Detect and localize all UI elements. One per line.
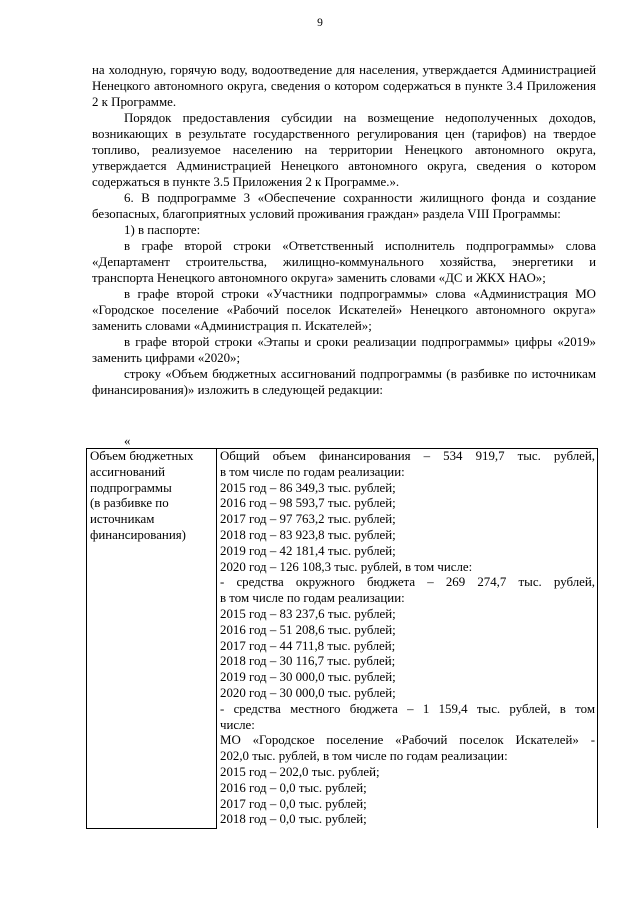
table-row [87, 449, 598, 829]
row-title-line: финансирования) [90, 527, 186, 542]
funding-line: - средства местного бюджета – 1 159,4 тыс. рублей, в том [220, 701, 595, 716]
funding-line: 2019 год – 42 181,4 тыс. рублей; [220, 543, 396, 558]
body-text [92, 62, 596, 398]
paragraph: в графе второй строки «Участники подпрограммы» слова «Администрация МО «Городское поселение «Рабочий поселок Искателей» Ненецкого автономного округа» заменить словами «Администрация п. Искателей»; [92, 287, 596, 333]
page-number: 9 [317, 17, 323, 29]
funding-line: 2015 год – 202,0 тыс. рублей; [220, 764, 380, 779]
funding-line: 2016 год – 0,0 тыс. рублей; [220, 780, 367, 795]
funding-line: числе: [220, 717, 255, 732]
funding-line: 2017 год – 97 763,2 тыс. рублей; [220, 512, 396, 527]
row-title-line: Объем бюджетных [90, 449, 194, 463]
funding-line: 2020 год – 126 108,3 тыс. рублей, в том числе: [220, 559, 473, 574]
funding-line: 2018 год – 30 116,7 тыс. рублей; [220, 654, 396, 669]
funding-line: 2020 год – 30 000,0 тыс. рублей; [220, 685, 396, 700]
row-title-line: источникам [90, 512, 155, 527]
funding-line: 2015 год – 86 349,3 тыс. рублей; [220, 480, 396, 495]
funding-line: в том числе по годам реализации: [220, 464, 405, 479]
budget-allocation-table [86, 448, 598, 829]
paragraph: 1) в паспорте: [124, 223, 201, 237]
paragraph: в графе второй строки «Этапы и сроки реализации подпрограммы» цифры «2019» заменить цифрами «2020»; [92, 335, 596, 365]
funding-line: 2016 год – 51 208,6 тыс. рублей; [220, 622, 396, 637]
funding-line: - средства окружного бюджета – 269 274,7 тыс. рублей, [220, 575, 595, 590]
row-title-line: (в разбивке по [90, 496, 169, 511]
row-title-cell [87, 449, 217, 829]
funding-line: 2015 год – 83 237,6 тыс. рублей; [220, 606, 396, 621]
funding-line: 2019 год – 30 000,0 тыс. рублей; [220, 670, 396, 685]
row-value-cell [217, 449, 598, 829]
funding-line: 2016 год – 98 593,7 тыс. рублей; [220, 496, 396, 511]
funding-line: 2018 год – 0,0 тыс. рублей; [220, 812, 367, 827]
funding-line: Общий объем финансирования – 534 919,7 тыс. рублей, [220, 449, 595, 463]
funding-line: 2017 год – 0,0 тыс. рублей; [220, 796, 367, 811]
funding-line: в том числе по годам реализации: [220, 591, 405, 606]
paragraph: строку «Объем бюджетных ассигнований подпрограммы (в разбивке по источникам финансирования)» изложить в следующей редакции: [92, 367, 596, 397]
paragraph: на холодную, горячую воду, водоотведение для населения, утверждается Администрацией Ненецкого автономного округа, сведения о котором содержаться в пункте 3.4 Приложения 2 к Программе. [92, 63, 596, 109]
funding-line: 202,0 тыс. рублей, в том числе по годам реализации: [220, 749, 508, 764]
paragraph: в графе второй строки «Ответственный исполнитель подпрограммы» слова «Департамент строительства, жилищно-коммунального хозяйства, энергетики и транспорта Ненецкого автономного округа» заменить словами «ДС и ЖКХ НАО»; [92, 239, 596, 285]
paragraph: 6. В подпрограмме 3 «Обеспечение сохранности жилищного фонда и создание безопасных, благоприятных условий проживания граждан» раздела VIII Программы: [92, 191, 596, 221]
funding-line: МО «Городское поселение «Рабочий поселок Искателей» - [220, 733, 595, 748]
paragraph: Порядок предоставления субсидии на возмещение недополученных доходов, возникающих в результате государственного регулирования цен (тарифов) на твердое топливо, реализуемое населению на территории Ненецкого автономного округа, утверждается Администрацией Ненецкого автономного округа, сведения о котором содержаться в пункте 3.5 Приложения 2 к Программе.». [92, 111, 596, 189]
funding-line: 2018 год – 83 923,8 тыс. рублей; [220, 527, 396, 542]
funding-line: 2017 год – 44 711,8 тыс. рублей; [220, 638, 396, 653]
row-title-line: подпрограммы [90, 480, 172, 495]
opening-quote-mark: « [124, 434, 131, 448]
row-title-line: ассигнований [90, 464, 166, 479]
